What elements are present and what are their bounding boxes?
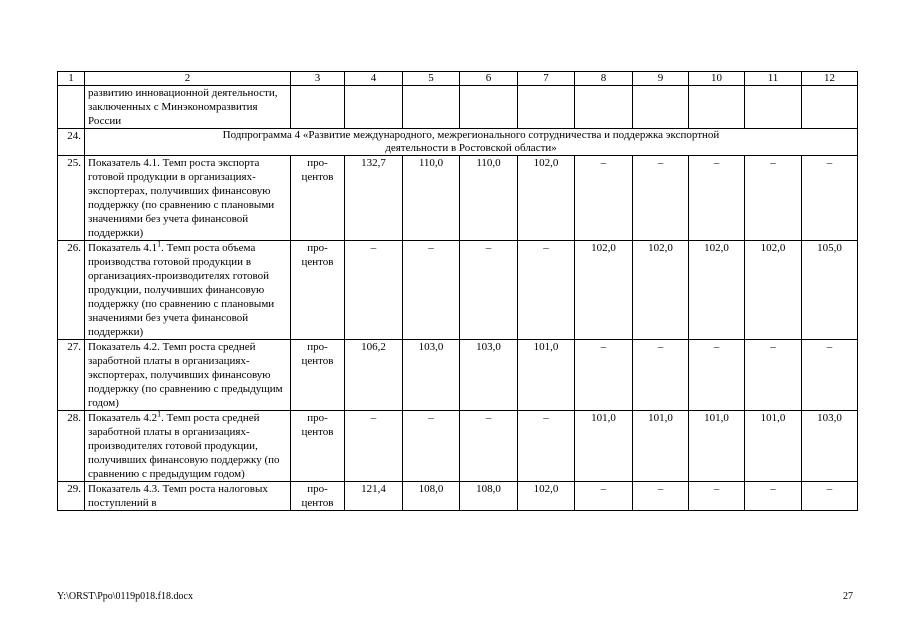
value-cell: – — [745, 156, 802, 241]
unit-cell: про-центов — [291, 156, 345, 241]
row-number — [58, 86, 85, 129]
col-header: 11 — [745, 72, 802, 86]
page-number: 27 — [843, 591, 853, 602]
value-cell: 101,0 — [633, 411, 689, 482]
subprogram-title-text: Подпрограмма 4 «Развитие международного, межрегионального сотрудничества и поддержка экспортной деятельности в Ростовской области» — [222, 129, 720, 154]
indicator-name-sup: 1 — [157, 409, 162, 419]
indicators-table — [57, 71, 858, 511]
col-header: 8 — [575, 72, 633, 86]
value-cell: 102,0 — [745, 241, 802, 340]
value-cell: – — [689, 156, 745, 241]
subprogram-row — [58, 129, 858, 156]
table-row — [58, 340, 858, 411]
value-cell: – — [403, 241, 460, 340]
unit-cell: про-центов — [291, 411, 345, 482]
value-cell: – — [802, 482, 858, 511]
value-cell: 108,0 — [403, 482, 460, 511]
row-number: 29. — [58, 482, 85, 511]
value-cell: – — [633, 156, 689, 241]
value-cell: 110,0 — [403, 156, 460, 241]
indicator-name: Показатель 4.1. Темп роста экспорта готовой продукции в организациях-экспортерах, получивших финансовую поддержку (по сравнению с плановыми значениями без учета финансовой поддержки) — [85, 156, 291, 241]
value-cell: – — [745, 482, 802, 511]
col-header: 12 — [802, 72, 858, 86]
table-row — [58, 411, 858, 482]
table-row — [58, 241, 858, 340]
value-cell: 108,0 — [460, 482, 518, 511]
cell — [345, 86, 403, 129]
value-cell: – — [802, 156, 858, 241]
value-cell: – — [802, 340, 858, 411]
value-cell: – — [745, 340, 802, 411]
indicator-name — [85, 241, 291, 340]
value-cell: 110,0 — [460, 156, 518, 241]
value-cell: 101,0 — [689, 411, 745, 482]
value-cell: – — [518, 241, 575, 340]
col-header: 4 — [345, 72, 403, 86]
cell — [403, 86, 460, 129]
value-cell: 102,0 — [575, 241, 633, 340]
col-header: 9 — [633, 72, 689, 86]
cell — [575, 86, 633, 129]
indicator-name-prefix: Показатель 4.2 — [88, 412, 158, 424]
cell — [745, 86, 802, 129]
cell — [689, 86, 745, 129]
value-cell: – — [575, 156, 633, 241]
table-row — [58, 482, 858, 511]
indicator-name-sup: 1 — [157, 239, 162, 249]
unit-cell: про-центов — [291, 482, 345, 511]
row-number: 27. — [58, 340, 85, 411]
continuation-row — [58, 86, 858, 129]
value-cell: 101,0 — [518, 340, 575, 411]
row-number: 24. — [58, 129, 85, 156]
col-header: 1 — [58, 72, 85, 86]
value-cell: – — [575, 482, 633, 511]
indicator-name-suffix: . Темп роста средней заработной платы в организациях-производителях готовой продукции, получивших финансовую поддержку (по сравнению с предыдущим годом) — [88, 412, 280, 480]
value-cell: 106,2 — [345, 340, 403, 411]
value-cell: – — [689, 482, 745, 511]
value-cell: 103,0 — [403, 340, 460, 411]
value-cell: 103,0 — [460, 340, 518, 411]
col-header: 7 — [518, 72, 575, 86]
col-header: 2 — [85, 72, 291, 86]
row-number: 26. — [58, 241, 85, 340]
value-cell: – — [518, 411, 575, 482]
col-header: 10 — [689, 72, 745, 86]
value-cell: – — [689, 340, 745, 411]
indicator-name: Показатель 4.2. Темп роста средней заработной платы в организациях-экспортерах, получивших финансовую поддержку (по сравнению с предыдущим годом) — [85, 340, 291, 411]
value-cell: 105,0 — [802, 241, 858, 340]
unit-cell: про-центов — [291, 241, 345, 340]
row-number: 25. — [58, 156, 85, 241]
value-cell: 101,0 — [745, 411, 802, 482]
value-cell: – — [345, 411, 403, 482]
value-cell: 101,0 — [575, 411, 633, 482]
value-cell: – — [633, 340, 689, 411]
indicator-name: развитию инновационной деятельности, заключенных с Минэкономразвития России — [85, 86, 291, 129]
value-cell: 102,0 — [633, 241, 689, 340]
unit-cell: про-центов — [291, 340, 345, 411]
value-cell: 102,0 — [518, 482, 575, 511]
value-cell: – — [460, 241, 518, 340]
indicator-name — [85, 411, 291, 482]
value-cell: – — [345, 241, 403, 340]
value-cell: 102,0 — [518, 156, 575, 241]
indicator-name: Показатель 4.3. Темп роста налоговых поступлений в — [85, 482, 291, 511]
indicator-name-suffix: . Темп роста объема производства готовой продукции в организациях-производителях готовой продукции, получивших финансовую поддержку (по сравнению с плановыми значениями без учета финансовой поддержки) — [88, 242, 275, 338]
value-cell: – — [460, 411, 518, 482]
cell — [633, 86, 689, 129]
value-cell: 102,0 — [689, 241, 745, 340]
cell — [518, 86, 575, 129]
subprogram-title — [85, 129, 858, 156]
value-cell: 103,0 — [802, 411, 858, 482]
value-cell: – — [633, 482, 689, 511]
cell — [291, 86, 345, 129]
col-header: 6 — [460, 72, 518, 86]
row-number: 28. — [58, 411, 85, 482]
indicator-name-prefix: Показатель 4.1 — [88, 242, 158, 254]
value-cell: 121,4 — [345, 482, 403, 511]
document-path: Y:\ORST\Ppo\0119p018.f18.docx — [57, 591, 193, 602]
cell — [802, 86, 858, 129]
value-cell: – — [403, 411, 460, 482]
cell — [460, 86, 518, 129]
col-header: 5 — [403, 72, 460, 86]
table-row — [58, 156, 858, 241]
column-number-row — [58, 72, 858, 86]
col-header: 3 — [291, 72, 345, 86]
value-cell: 132,7 — [345, 156, 403, 241]
value-cell: – — [575, 340, 633, 411]
